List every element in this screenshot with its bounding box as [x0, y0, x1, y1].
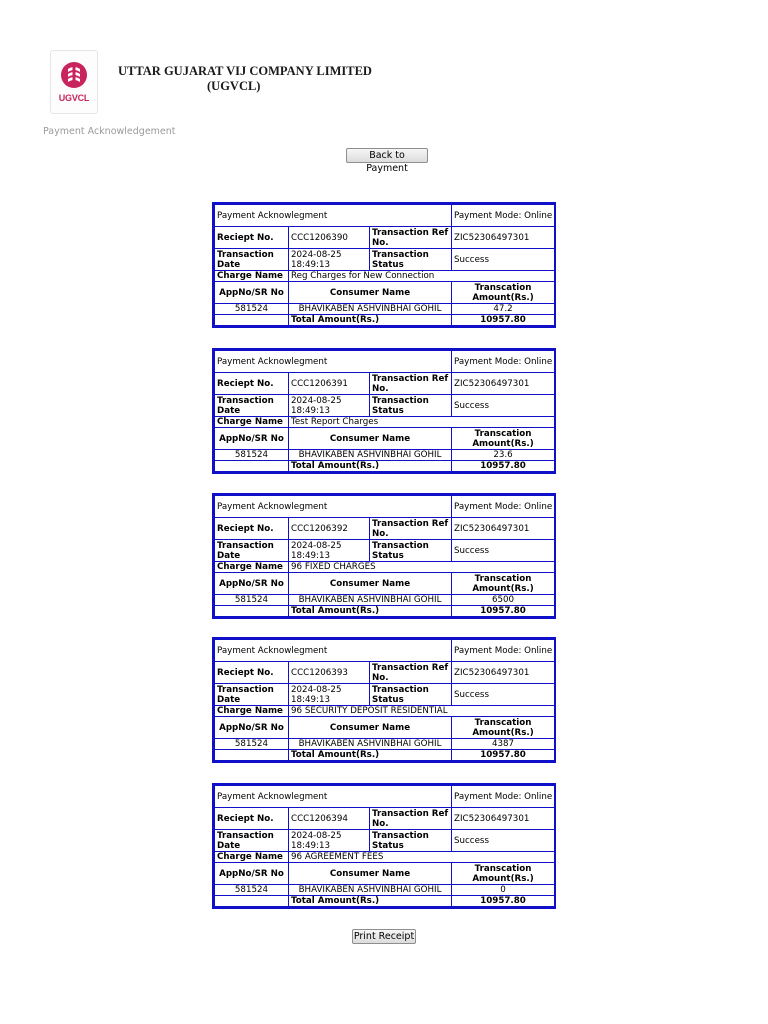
- appno-header: AppNo/SR No: [215, 428, 289, 450]
- txn-status-value: Success: [452, 830, 555, 852]
- payment-mode: Payment Mode: Online: [452, 205, 555, 227]
- txn-date-value: 2024-08-25 18:49:13: [289, 830, 370, 852]
- consumer-value: BHAVIKABEN ASHVINBHAI GOHIL: [289, 450, 452, 461]
- amount-value: 6500: [452, 595, 555, 606]
- receipt-card: [212, 202, 556, 328]
- txn-ref-value: ZIC52306497301: [452, 808, 555, 830]
- ugvcl-logo: [50, 50, 98, 114]
- txn-date-value: 2024-08-25 18:49:13: [289, 395, 370, 417]
- page-title: Payment Acknowledgement: [43, 126, 176, 137]
- txn-ref-label: Transaction Ref No.: [370, 518, 452, 540]
- consumer-value: BHAVIKABEN ASHVINBHAI GOHIL: [289, 885, 452, 896]
- charge-name-value: Test Report Charges: [289, 417, 555, 428]
- txn-date-value: 2024-08-25 18:49:13: [289, 540, 370, 562]
- print-receipt-button[interactable]: Print Receipt: [353, 931, 415, 942]
- charge-name-value: Reg Charges for New Connection: [289, 271, 555, 282]
- ack-label: Payment Acknowlegment: [215, 351, 452, 373]
- total-label: Total Amount(Rs.): [289, 896, 452, 907]
- consumer-header: Consumer Name: [289, 282, 452, 304]
- appno-value: 581524: [215, 304, 289, 315]
- consumer-header: Consumer Name: [289, 428, 452, 450]
- total-blank: [215, 461, 289, 472]
- total-label: Total Amount(Rs.): [289, 315, 452, 326]
- receipt-table: [214, 495, 555, 617]
- charge-name-label: Charge Name: [215, 852, 289, 863]
- total-blank: [215, 315, 289, 326]
- txn-date-label: Transaction Date: [215, 684, 289, 706]
- total-blank: [215, 896, 289, 907]
- ack-label: Payment Acknowlegment: [215, 786, 452, 808]
- receipt-table: [214, 204, 555, 326]
- logo-text: UGVCL: [58, 93, 90, 103]
- txn-ref-value: ZIC52306497301: [452, 662, 555, 684]
- appno-header: AppNo/SR No: [215, 573, 289, 595]
- appno-header: AppNo/SR No: [215, 282, 289, 304]
- receipt-card: [212, 783, 556, 909]
- txn-status-value: Success: [452, 249, 555, 271]
- appno-value: 581524: [215, 450, 289, 461]
- total-label: Total Amount(Rs.): [289, 606, 452, 617]
- amount-value: 0: [452, 885, 555, 896]
- receipt-table: [214, 350, 555, 472]
- amount-value: 4387: [452, 739, 555, 750]
- txn-status-label: Transaction Status: [370, 830, 452, 852]
- amount-header: Transcation Amount(Rs.): [452, 282, 555, 304]
- txn-status-value: Success: [452, 395, 555, 417]
- receipt-no-label: Reciept No.: [215, 373, 289, 395]
- txn-ref-value: ZIC52306497301: [452, 373, 555, 395]
- receipt-card: [212, 637, 556, 763]
- txn-ref-label: Transaction Ref No.: [370, 662, 452, 684]
- payment-mode: Payment Mode: Online: [452, 640, 555, 662]
- receipt-no-label: Reciept No.: [215, 662, 289, 684]
- ack-label: Payment Acknowlegment: [215, 640, 452, 662]
- amount-header: Transcation Amount(Rs.): [452, 863, 555, 885]
- charge-name-value: 96 SECURITY DEPOSIT RESIDENTIAL: [289, 706, 555, 717]
- consumer-header: Consumer Name: [289, 573, 452, 595]
- charge-name-label: Charge Name: [215, 271, 289, 282]
- total-label: Total Amount(Rs.): [289, 461, 452, 472]
- receipt-no-label: Reciept No.: [215, 227, 289, 249]
- receipt-card: [212, 493, 556, 619]
- ack-label: Payment Acknowlegment: [215, 496, 452, 518]
- receipt-no-value: CCC1206393: [289, 662, 370, 684]
- appno-value: 581524: [215, 885, 289, 896]
- appno-value: 581524: [215, 595, 289, 606]
- total-value: 10957.80: [452, 896, 555, 907]
- receipt-no-value: CCC1206394: [289, 808, 370, 830]
- charge-name-value: 96 AGREEMENT FEES: [289, 852, 555, 863]
- company-short-name: (UGVCL): [207, 79, 261, 93]
- receipt-table: [214, 785, 555, 907]
- appno-header: AppNo/SR No: [215, 863, 289, 885]
- txn-status-label: Transaction Status: [370, 540, 452, 562]
- txn-ref-value: ZIC52306497301: [452, 227, 555, 249]
- txn-status-value: Success: [452, 684, 555, 706]
- logo-icon: [58, 59, 90, 91]
- consumer-header: Consumer Name: [289, 717, 452, 739]
- total-value: 10957.80: [452, 750, 555, 761]
- txn-ref-label: Transaction Ref No.: [370, 373, 452, 395]
- receipt-no-label: Reciept No.: [215, 518, 289, 540]
- appno-header: AppNo/SR No: [215, 717, 289, 739]
- txn-ref-value: ZIC52306497301: [452, 518, 555, 540]
- receipt-card: [212, 348, 556, 474]
- total-value: 10957.80: [452, 461, 555, 472]
- txn-date-label: Transaction Date: [215, 830, 289, 852]
- back-to-payment-button[interactable]: Back to Payment: [346, 148, 428, 163]
- payment-mode: Payment Mode: Online: [452, 496, 555, 518]
- amount-header: Transcation Amount(Rs.): [452, 573, 555, 595]
- total-value: 10957.80: [452, 315, 555, 326]
- total-blank: [215, 750, 289, 761]
- total-label: Total Amount(Rs.): [289, 750, 452, 761]
- charge-name-label: Charge Name: [215, 706, 289, 717]
- consumer-header: Consumer Name: [289, 863, 452, 885]
- consumer-value: BHAVIKABEN ASHVINBHAI GOHIL: [289, 595, 452, 606]
- txn-status-label: Transaction Status: [370, 249, 452, 271]
- amount-header: Transcation Amount(Rs.): [452, 717, 555, 739]
- txn-ref-label: Transaction Ref No.: [370, 808, 452, 830]
- amount-value: 47.2: [452, 304, 555, 315]
- txn-date-value: 2024-08-25 18:49:13: [289, 249, 370, 271]
- txn-ref-label: Transaction Ref No.: [370, 227, 452, 249]
- company-name: UTTAR GUJARAT VIJ COMPANY LIMITED: [118, 64, 372, 78]
- total-value: 10957.80: [452, 606, 555, 617]
- consumer-value: BHAVIKABEN ASHVINBHAI GOHIL: [289, 739, 452, 750]
- consumer-value: BHAVIKABEN ASHVINBHAI GOHIL: [289, 304, 452, 315]
- txn-status-label: Transaction Status: [370, 684, 452, 706]
- receipt-no-value: CCC1206391: [289, 373, 370, 395]
- txn-date-value: 2024-08-25 18:49:13: [289, 684, 370, 706]
- charge-name-value: 96 FIXED CHARGES: [289, 562, 555, 573]
- receipt-no-label: Reciept No.: [215, 808, 289, 830]
- txn-status-value: Success: [452, 540, 555, 562]
- txn-date-label: Transaction Date: [215, 249, 289, 271]
- total-blank: [215, 606, 289, 617]
- ack-label: Payment Acknowlegment: [215, 205, 452, 227]
- txn-date-label: Transaction Date: [215, 395, 289, 417]
- receipt-table: [214, 639, 555, 761]
- txn-status-label: Transaction Status: [370, 395, 452, 417]
- receipt-no-value: CCC1206390: [289, 227, 370, 249]
- charge-name-label: Charge Name: [215, 417, 289, 428]
- amount-header: Transcation Amount(Rs.): [452, 428, 555, 450]
- amount-value: 23.6: [452, 450, 555, 461]
- receipt-no-value: CCC1206392: [289, 518, 370, 540]
- payment-mode: Payment Mode: Online: [452, 351, 555, 373]
- charge-name-label: Charge Name: [215, 562, 289, 573]
- txn-date-label: Transaction Date: [215, 540, 289, 562]
- payment-mode: Payment Mode: Online: [452, 786, 555, 808]
- page-header: [50, 50, 380, 116]
- appno-value: 581524: [215, 739, 289, 750]
